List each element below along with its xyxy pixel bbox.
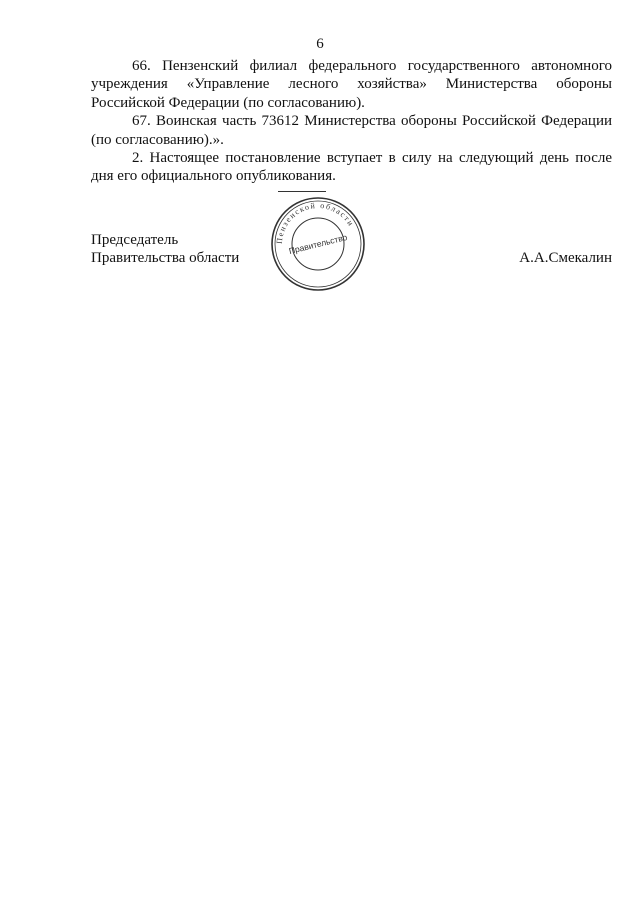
end-of-text-rule (278, 191, 326, 193)
seal-ring-text: Пензенской области (274, 200, 357, 245)
signer-title-line2: Правительства области (91, 250, 240, 267)
document-body (91, 57, 612, 186)
paragraph-item-66: 66. Пензенский филиал федерального государственного автономного учреждения «Управление лесного хозяйства» Министерства обороны Российской Федерации (по согласованию). (91, 58, 612, 111)
paragraph-entry-into-force: 2. Настоящее постановление вступает в силу на следующий день после дня его официального опубликования. (91, 150, 612, 185)
seal-center-text: Правительство (287, 231, 349, 257)
paragraph-item-67: 67. Воинская часть 73612 Министерства обороны Российской Федерации (по согласованию).». (91, 113, 612, 148)
signer-name: А.А.Смекалин (519, 250, 612, 266)
page-number: 6 (316, 36, 324, 52)
signer-title (91, 231, 239, 268)
official-seal-stamp (268, 194, 368, 294)
signer-title-line1: Председатель (91, 232, 179, 248)
